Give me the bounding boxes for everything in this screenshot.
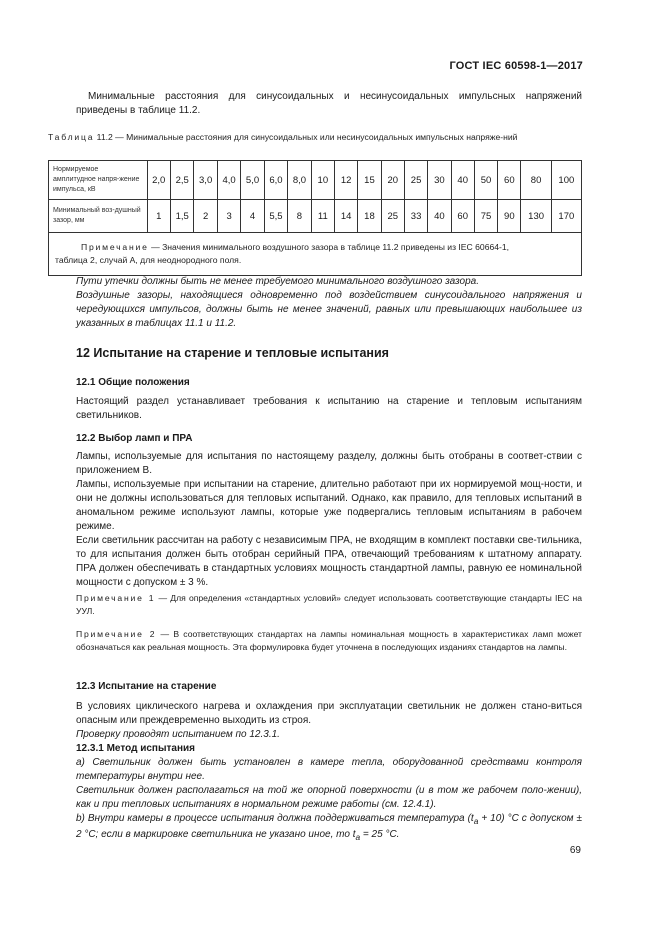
table-caption-label: Таблица (48, 132, 95, 142)
section-12-3-p2: Проверку проводят испытанием по 12.3.1. (76, 729, 280, 740)
row1-cell: 10 (311, 161, 334, 200)
row1-cell: 40 (451, 161, 474, 200)
row1-cell: 25 (404, 161, 427, 200)
table-note-text: — Значения минимального воздушного зазора в таблице 11.2 приведены из IEC 60664-1, (148, 242, 510, 252)
section-12-3-p1: В условиях циклического нагрева и охлаждения при эксплуатации светильник не должен стано-виться опасным или преждевременно выходить из строя. (76, 701, 582, 726)
row1-cell: 6,0 (264, 161, 287, 200)
row2-cell: 1,5 (170, 200, 193, 233)
table-note-label: Примечание (81, 242, 149, 252)
section-12-2-body (76, 450, 582, 590)
row2-cell: 4 (241, 200, 264, 233)
row2-cell: 1 (147, 200, 170, 233)
row1-cell: 4,0 (217, 161, 240, 200)
intro-text: Минимальные расстояния для синусоидальных и несинусоидальных импульсных напряжений приведены в таблице 11.2. (76, 91, 582, 116)
row2-cell: 8 (288, 200, 311, 233)
row1-cell: 20 (381, 161, 404, 200)
section-12-3-title: 12.3 Испытание на старение (76, 681, 217, 692)
row1-cell: 8,0 (288, 161, 311, 200)
section-12-3-1-a2: Светильник должен располагаться на той же опорной поверхности (и в том же рабочем поло-жении), как и при тепловых испытаниях в нормальном режиме работы (см. 12.4.1). (76, 785, 582, 810)
b-text-2: + 10) °С с (478, 813, 527, 824)
section-12-3-1-a: a) Светильник должен быть установлен в камере тепла, оборудованной средствами контроля температуры внутри нее. (76, 757, 582, 782)
row2-cell: 33 (404, 200, 427, 233)
clearance-text: Воздушные зазоры, находящиеся одновременно под воздействием синусоидального напряжения и чередующихся импульсов, должны быть не менее значений, равных или превышающих наибольшее из указанных в таблицах 11.1 и 11.2. (76, 290, 582, 329)
note-2-label: Примечание 2 (76, 629, 157, 639)
section-12-3-1-b (76, 812, 582, 844)
section-12-2-p1: Лампы, используемые для испытания по настоящему разделу, должны быть отобраны в соответ-ствии с приложением В. (76, 451, 582, 476)
row1-cell: 12 (334, 161, 357, 200)
b-sub-2: a (355, 832, 361, 842)
section-12-3-1-title: 12.3.1 Метод испытания (76, 743, 195, 754)
row2-cell: 3 (217, 200, 240, 233)
row2-cell: 5,5 (264, 200, 287, 233)
row2-cell: 18 (358, 200, 381, 233)
row1-cell: 60 (498, 161, 521, 200)
row2-cell: 130 (521, 200, 551, 233)
page-number: 69 (569, 845, 581, 856)
section-12-1-body (76, 395, 582, 423)
table-caption-text: 11.2 — Минимальные расстояния для синусоидальных или несинусоидальных импульсных напряже-ний (94, 132, 518, 142)
table-row (49, 200, 582, 233)
row2-cell: 170 (551, 200, 581, 233)
note-1-label: Примечание 1 (76, 593, 156, 603)
note-1 (76, 592, 582, 617)
section-12-1-title: 12.1 Общие положения (76, 377, 190, 388)
section-12-2-p3: Если светильник рассчитан на работу с независимым ПРА, не входящим в комплект поставки све-тильника, то для испытания должен быть отобран серийный ПРА, отвечающий требованиям к штатному аппарату. ПРА должен обеспечивать в стандартных условиях мощность стандартной лампы, равную ее номинальной мощности с допуском ± 3 %. (76, 535, 582, 588)
note-2 (76, 628, 582, 653)
section-12-1-text: Настоящий раздел устанавливает требования к испытанию на старение и тепловым испытаниям светильников. (76, 396, 582, 421)
row1-cell: 30 (428, 161, 451, 200)
section-12-2-title: 12.2 Выбор ламп и ПРА (76, 433, 193, 444)
row2-cell: 75 (474, 200, 497, 233)
row1-cell: 3,0 (194, 161, 217, 200)
row1-cell: 15 (358, 161, 381, 200)
standard-header: ГОСТ IEC 60598-1—2017 (449, 60, 583, 72)
row2-cell: 25 (381, 200, 404, 233)
table-caption (48, 131, 582, 143)
row1-label: Нормируемое амплитудное напря-жение импульса, кВ (49, 161, 148, 200)
section-12-title: 12 Испытание на старение и тепловые испытания (76, 346, 389, 360)
intro-paragraph (76, 90, 582, 118)
b-text-1: b) Внутри камеры в процессе испытания должна поддерживаться температура (t (76, 813, 474, 824)
italic-paragraphs (76, 275, 582, 331)
note-2-text: — В соответствующих стандартах на лампы номинальная мощность в характеристиках ламп может обозначаться как реальная мощность. Эта формулировка будет уточнена в последующих изданиях стандартов на лампы. (76, 629, 582, 652)
section-12-2-p2: Лампы, используемые при испытании на старение, длительно работают при их нормируемой мощ-ности, и они не должны использоваться для тепловых испытаний. Однако, как правило, для тепловых испытаний в аномальном режиме используют лампы, которые уже подвергались тепловым испытаниям в рабочем режиме. (76, 479, 582, 532)
table-row (49, 233, 582, 276)
creepage-text: Пути утечки должны быть не менее требуемого минимального воздушного зазора. (76, 276, 480, 287)
row1-cell: 50 (474, 161, 497, 200)
row2-cell: 2 (194, 200, 217, 233)
table-row (49, 161, 582, 200)
row2-cell: 40 (428, 200, 451, 233)
table-note (49, 233, 582, 276)
row2-cell: 14 (334, 200, 357, 233)
row2-label: Минимальный воз-душный зазор, мм (49, 200, 148, 233)
row1-cell: 80 (521, 161, 551, 200)
row1-cell: 2,5 (170, 161, 193, 200)
note-1-text: — Для определения «стандартных условий» следует использовать соответствующие стандарты IEC на УУЛ. (76, 593, 583, 616)
b-text-3: допуском ± 2 °С; если в маркировке светильника не указано иное, то t (76, 813, 582, 840)
row1-cell: 5,0 (241, 161, 264, 200)
row2-cell: 90 (498, 200, 521, 233)
row2-cell: 60 (451, 200, 474, 233)
clearance-table (48, 160, 582, 276)
section-12-3-body (76, 700, 582, 844)
table-note-text-2: таблица 2, случай А, для неоднородного поля. (55, 255, 242, 265)
row1-cell: 100 (551, 161, 581, 200)
b-text-4: = 25 °С. (360, 829, 400, 840)
row1-cell: 2,0 (147, 161, 170, 200)
b-sub-1: a (473, 816, 479, 826)
row2-cell: 11 (311, 200, 334, 233)
